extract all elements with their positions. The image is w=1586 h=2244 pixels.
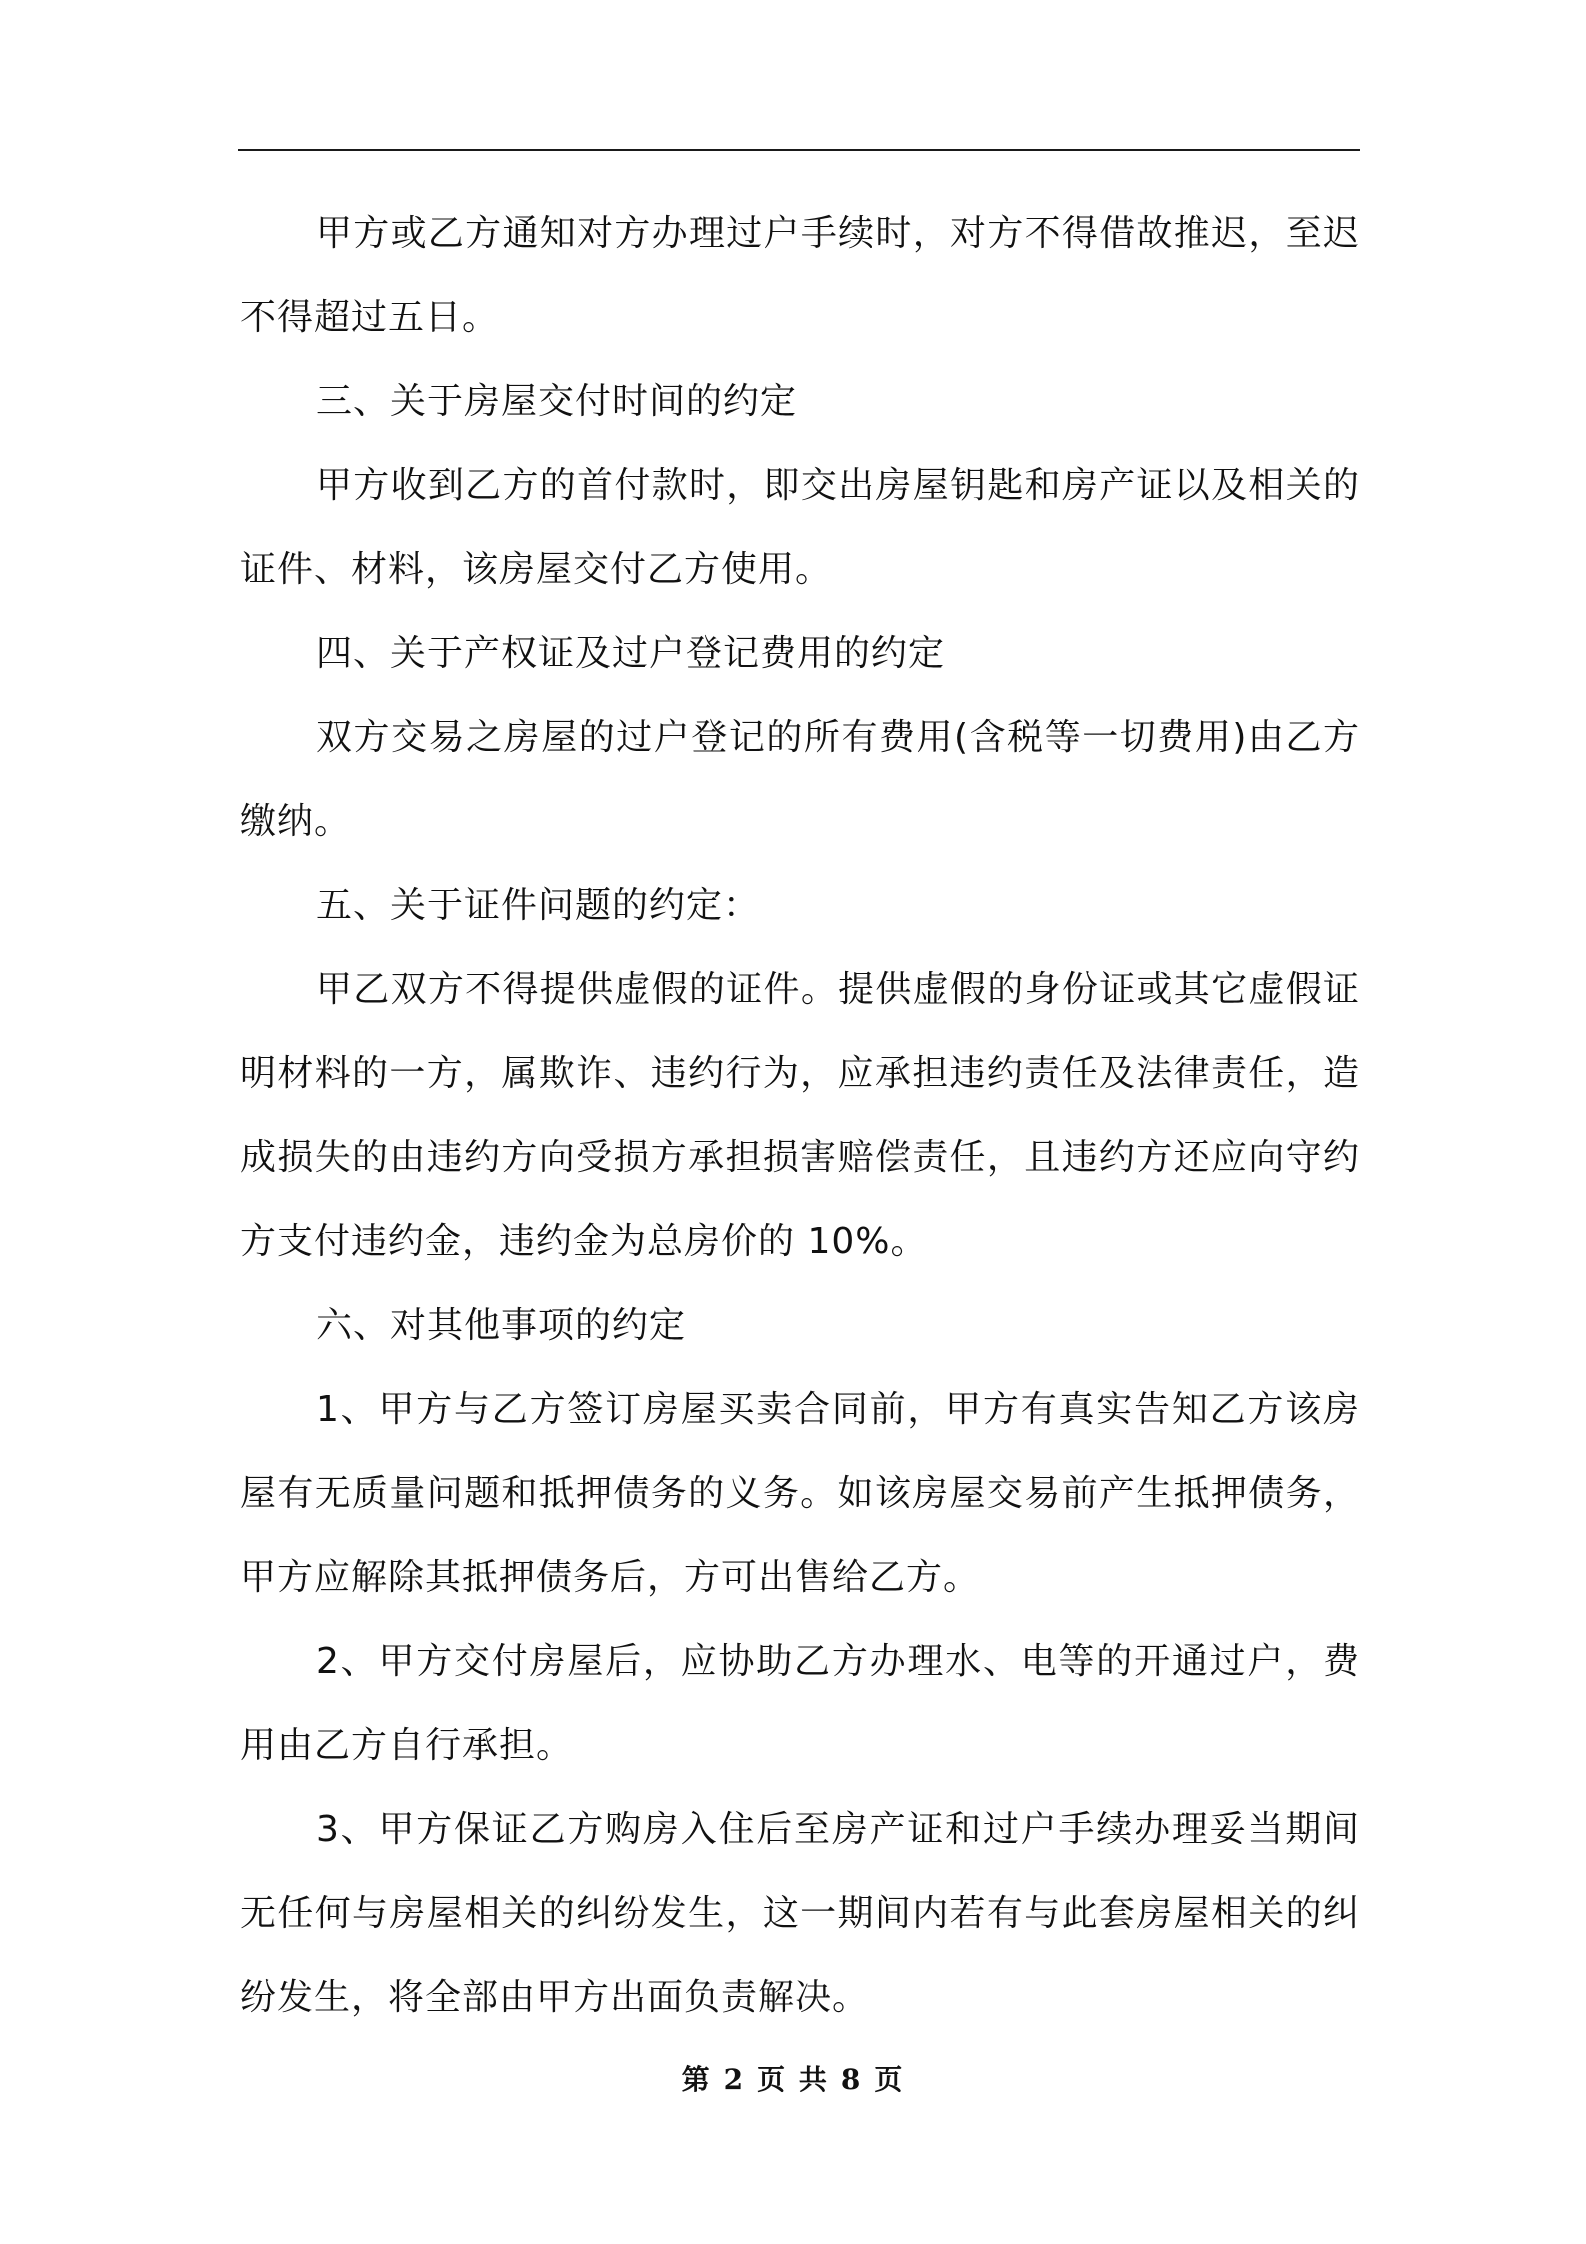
paragraph-fees: 双方交易之房屋的过户登记的所有费用(含税等一切费用)由乙方缴纳。 — [240, 717, 1360, 842]
section-heading-6: 六、对其他事项的约定 — [316, 1305, 687, 1346]
section-heading-3: 三、关于房屋交付时间的约定 — [316, 381, 798, 422]
paragraph-transfer-notice: 甲方或乙方通知对方办理过户手续时，对方不得借故推迟，至迟不得超过五日。 — [240, 213, 1360, 338]
paragraph-item-2: 2、甲方交付房屋后，应协助乙方办理水、电等的开通过户，费用由乙方自行承担。 — [240, 1641, 1360, 1766]
paragraph-delivery: 甲方收到乙方的首付款时，即交出房屋钥匙和房产证以及相关的证件、材料，该房屋交付乙方使用。 — [240, 465, 1360, 590]
paragraph-item-1: 1、甲方与乙方签订房屋买卖合同前，甲方有真实告知乙方该房屋有无质量问题和抵押债务的义务。如该房屋交易前产生抵押债务，甲方应解除其抵押债务后，方可出售给乙方。 — [240, 1389, 1360, 1598]
total-pages-number: 8 — [840, 2063, 863, 2096]
current-page-number: 2 — [723, 2063, 746, 2096]
document-body — [240, 192, 1360, 2040]
header-rule — [238, 149, 1360, 151]
section-heading-4: 四、关于产权证及过户登记费用的约定 — [316, 633, 946, 674]
footer-suffix: 页 — [874, 2063, 905, 2096]
paragraph-documents: 甲乙双方不得提供虚假的证件。提供虚假的身份证或其它虚假证明材料的一方，属欺诈、违约行为，应承担违约责任及法律责任，造成损失的由违约方向受损方承担损害赔偿责任，且违约方还应向守约方支付违约金，违约金为总房价的 10%。 — [240, 969, 1360, 1262]
footer-prefix: 第 — [681, 2063, 712, 2096]
section-heading-5: 五、关于证件问题的约定： — [316, 885, 761, 926]
page-footer — [0, 2058, 1586, 2098]
footer-middle: 页 共 — [757, 2063, 829, 2096]
paragraph-item-3: 3、甲方保证乙方购房入住后至房产证和过户手续办理妥当期间无任何与房屋相关的纠纷发生，这一期间内若有与此套房屋相关的纠纷发生，将全部由甲方出面负责解决。 — [240, 1809, 1360, 2018]
